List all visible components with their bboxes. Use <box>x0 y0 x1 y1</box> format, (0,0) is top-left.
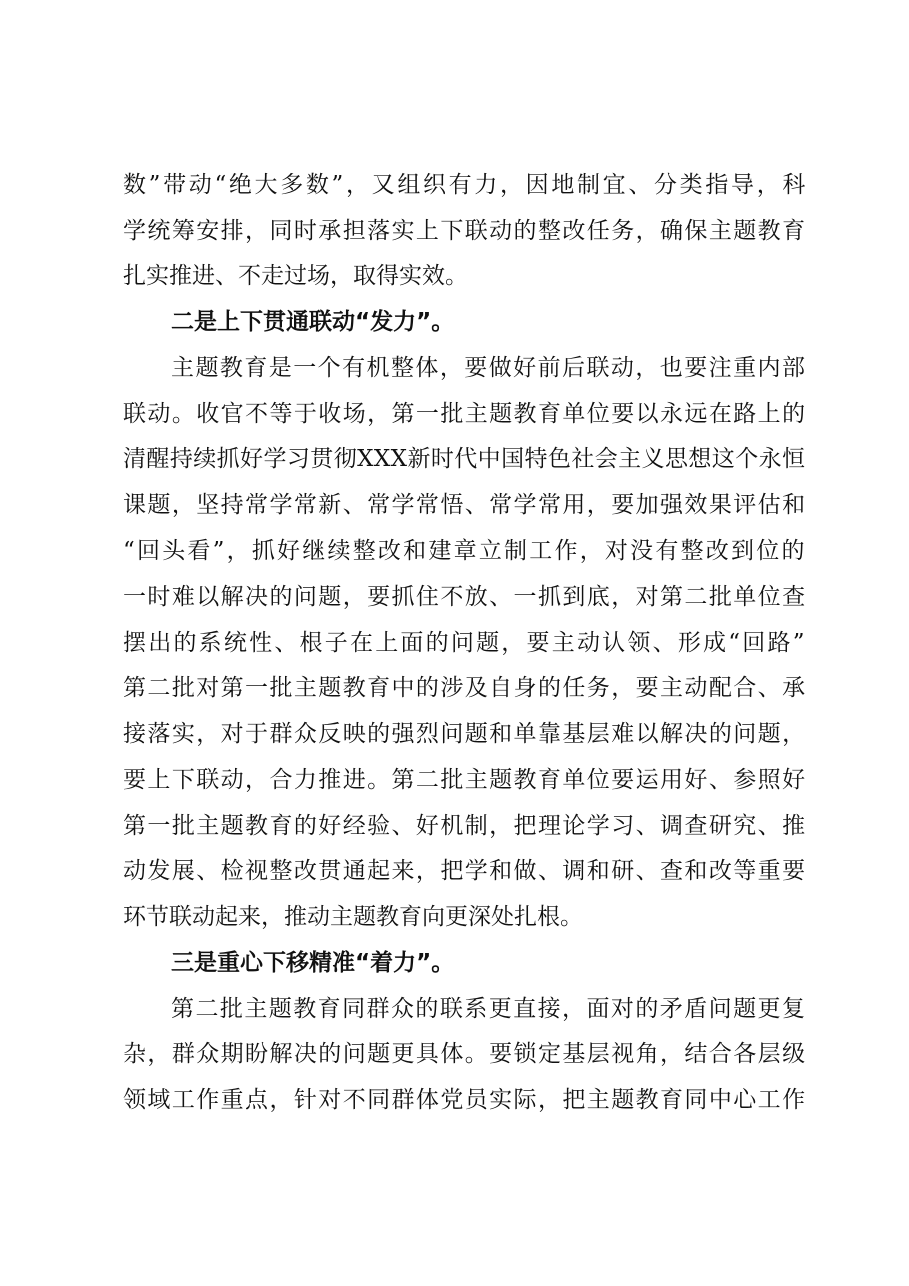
paragraph-line: 联动。收官不等于收场，第一批主题教育单位要以永远在路上的 <box>123 401 807 427</box>
paragraph-line: 要上下联动，合力推进。第二批主题教育单位要运用好、参照好 <box>123 767 807 793</box>
paragraph-line: 学统筹安排，同时承担落实上下联动的整改任务，确保主题教育 <box>123 218 807 244</box>
paragraph-line: 第二批主题教育同群众的联系更直接，面对的矛盾问题更复 <box>171 996 807 1022</box>
paragraph-line: 清醒持续抓好学习贯彻XXX新时代中国特色社会主义思想这个永恒 <box>123 446 806 472</box>
paragraph-line: 第二批对第一批主题教育中的涉及自身的任务，要主动配合、承 <box>123 675 807 701</box>
paragraph-line: 领域工作重点，针对不同群体党员实际，把主题教育同中心工作 <box>123 1087 807 1113</box>
paragraph-line: 一时难以解决的问题，要抓住不放、一抓到底，对第二批单位查 <box>123 584 807 610</box>
paragraph-line: “回头看”，抓好继续整改和建章立制工作，对没有整改到位的 <box>123 538 807 564</box>
paragraph-line: 第一批主题教育的好经验、好机制，把理论学习、调查研究、推 <box>123 813 807 839</box>
paragraph-line: 数”带动“绝大多数”，又组织有力，因地制宜、分类指导，科 <box>123 172 809 198</box>
paragraph-line: 动发展、检视整改贯通起来，把学和做、调和研、查和改等重要 <box>123 858 807 884</box>
paragraph-line: 摆出的系统性、根子在上面的问题，要主动认领、形成“回路” <box>123 630 807 656</box>
paragraph-line: 课题，坚持常学常新、常学常悟、常学常用，要加强效果评估和 <box>123 492 807 518</box>
paragraph-line: 主题教育是一个有机整体，要做好前后联动，也要注重内部 <box>171 355 807 381</box>
section-heading: 三是重心下移精准“着力”。 <box>171 950 455 976</box>
paragraph-line: 杂，群众期盼解决的问题更具体。要锁定基层视角，结合各层级 <box>123 1041 807 1067</box>
section-heading: 二是上下贯通联动“发力”。 <box>171 309 455 335</box>
paragraph-line: 扎实推进、不走过场，取得实效。 <box>123 263 468 289</box>
paragraph-line: 环节联动起来，推动主题教育向更深处扎根。 <box>123 904 583 930</box>
paragraph-line: 接落实，对于群众反映的强烈问题和单靠基层难以解决的问题， <box>123 721 807 747</box>
